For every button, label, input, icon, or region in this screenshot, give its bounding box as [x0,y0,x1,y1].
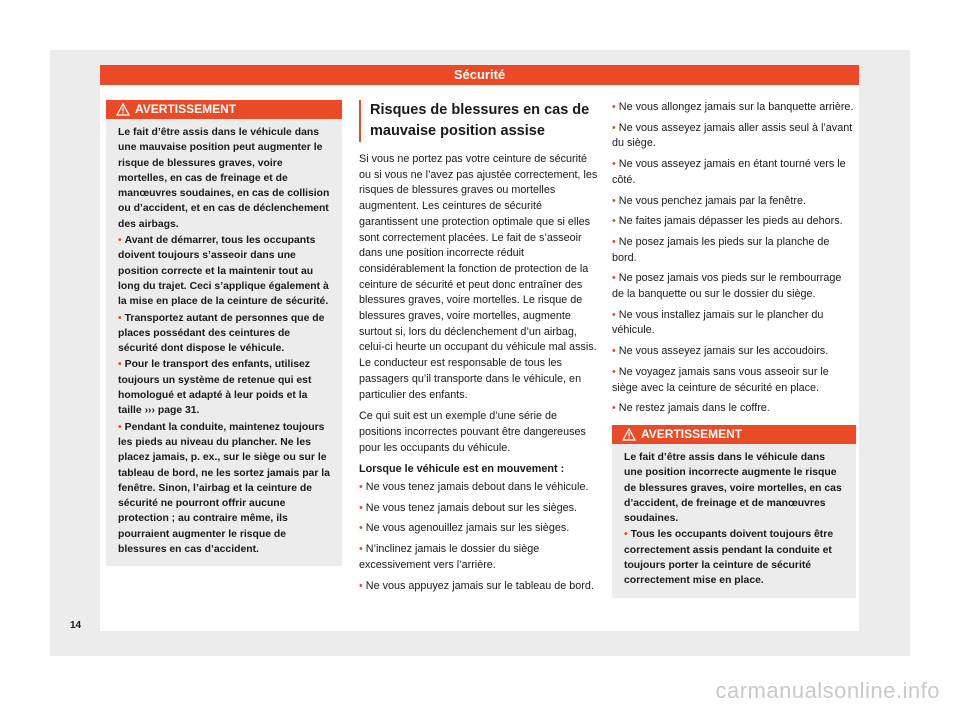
bullet-icon: • [612,345,616,358]
bullet-icon: • [624,529,628,541]
warning-triangle-icon [116,103,130,116]
list-item: • Ne faites jamais dépasser les pieds au dehors. [612,215,843,228]
warning-header [612,425,856,444]
warning-item: • Pour le transport des enfants, utilisez toujours un système de retenue qui est homologué et adapté à leur poids et la taille ››› page 31. [118,359,312,417]
warning-triangle-icon [622,428,636,441]
paragraph: Si vous ne portez pas votre ceinture de sécurité ou si vous ne l’avez pas ajustée correctement, les risques de blessures graves ou mortelles augmentent. Les ceintures de sécurité garantissent une protection optimale que si elles sont correctement placées. Le fait de s’asseoir dans une position incorrecte réduit considérablement la fonction de protection de la ceinture de sécurité et peut donc entraîner des blessures graves, voire mortelles. Le risque de blessures graves, voire mortelles, augmente surtout si, lors du déclenchement d’un airbag, celui-ci heurte un occupant du véhicule mal assis. Le conducteur est responsable de tous les passagers qu’il transporte dans le véhicule, en particulier des enfants. [359,153,598,401]
bullet-icon: • [359,501,363,514]
warning-title: AVERTISSEMENT [641,426,743,441]
warning-item: • Tous les occupants doivent toujours être correctement assis pendant la conduite et toujours porter la ceinture de sécurité correctement mise en place. [624,529,834,587]
bullet-icon: • [359,522,363,535]
list-item: • Ne vous tenez jamais debout dans le véhicule. [359,481,589,494]
bullet-icon: • [612,272,616,285]
subheading: Lorsque le véhicule est en mouvement : [359,463,565,476]
warning-box-1 [106,100,342,566]
bullet-icon: • [612,365,616,378]
list-item: • Ne vous asseyez jamais sur les accoudoirs. [612,345,829,358]
list-item: • N’inclinez jamais le dossier du siège excessivement vers l’arrière. [359,543,540,571]
warning-box-2 [612,425,856,598]
section-body [359,152,599,594]
section-header: Sécurité [100,65,859,85]
bullet-icon: • [612,235,616,248]
bullet-icon: • [612,308,616,321]
list-item: • Ne vous asseyez jamais en étant tourné vers le côté. [612,158,846,186]
column-middle [359,100,599,599]
list-item: • Ne vous asseyez jamais aller assis seul à l’avant du siège. [612,121,853,150]
list-item: • Ne posez jamais vos pieds sur le rembourrage de la banquette ou sur le dossier du siège. [612,272,842,301]
bullet-icon: • [359,481,363,494]
warning-intro: Le fait d’être assis dans le véhicule dans une mauvaise position peut augmenter le risque de blessures graves, voire mortelles, en cas de freinage et de manœuvres soudaines, en cas de collision ou d’accident, et en cas de déclenchement des airbags. [118,127,330,230]
warning-item: • Avant de démarrer, tous les occupants doivent toujours s’asseoir dans une position correcte et la maintenir tout au long du trajet. Ceci s’applique également à la mise en place de la ceinture de sécurité. [118,235,329,308]
page-number: 14 [70,620,82,631]
bullet-icon: • [612,194,616,207]
column-left [106,100,342,566]
list-item: • Ne voyagez jamais sans vous asseoir sur le siège avec la ceinture de sécurité en place. [612,365,829,394]
warning-intro: Le fait d’être assis dans le véhicule dans une position incorrecte augmente le risque de blessures graves, voire mortelles, en cas d’accident, de freinage et de manœuvres soudaines. [624,451,842,525]
warning-body [106,119,342,566]
bullet-icon: • [612,101,616,113]
list-item: • Ne vous tenez jamais debout sur les sièges. [359,501,578,514]
list-item: • Ne vous penchez jamais par la fenêtre. [612,194,807,207]
warning-body [612,444,856,598]
list-continued [612,100,856,417]
list-item: • Ne vous installez jamais sur le plancher du véhicule. [612,308,824,337]
bullet-icon: • [359,543,363,556]
warning-item: • Transportez autant de personnes que de places possédant des ceintures de sécurité dont dispose le véhicule. [118,312,325,355]
warning-title: AVERTISSEMENT [135,102,237,116]
column-right [612,100,856,598]
bullet-icon: • [612,121,616,134]
warning-item: • Pendant la conduite, maintenez toujours les pieds au niveau du plancher. Ne les placez jamais, p. ex., sur le siège ou sur le tableau de bord, ne les sortez jamais par la fenêtre. Sinon, l’airbag et la ceinture de sécurité ne pourront offrir aucune protection ; au contraire même, ils pourraient augmenter le risque de blessures en cas d’accident. [118,421,330,556]
list-item: • Ne vous appuyez jamais sur le tableau de bord. [359,579,594,592]
watermark: carmanualsonline.info [715,678,940,703]
warning-header [106,100,342,119]
list-item: • Ne posez jamais les pieds sur la planche de bord. [612,235,830,264]
bullet-icon: • [118,312,122,324]
page-link[interactable]: ››› page 31. [144,405,200,417]
paragraph: Ce qui suit est un exemple d’une série de positions incorrectes pouvant être dangereuses pour les occupants du véhicule. [359,410,586,454]
bullet-icon: • [612,402,616,415]
list-item: • Ne vous agenouillez jamais sur les sièges. [359,522,570,535]
list-item: • Ne vous allongez jamais sur la banquette arrière. [612,101,854,113]
bullet-icon: • [118,235,122,247]
bullet-icon: • [359,579,363,592]
section-title: Risques de blessures en cas de mauvaise position assise [359,100,599,142]
bullet-icon: • [612,215,616,228]
bullet-icon: • [118,359,122,371]
bullet-icon: • [612,158,616,171]
bullet-icon: • [118,421,122,433]
list-item: • Ne restez jamais dans le coffre. [612,402,770,415]
